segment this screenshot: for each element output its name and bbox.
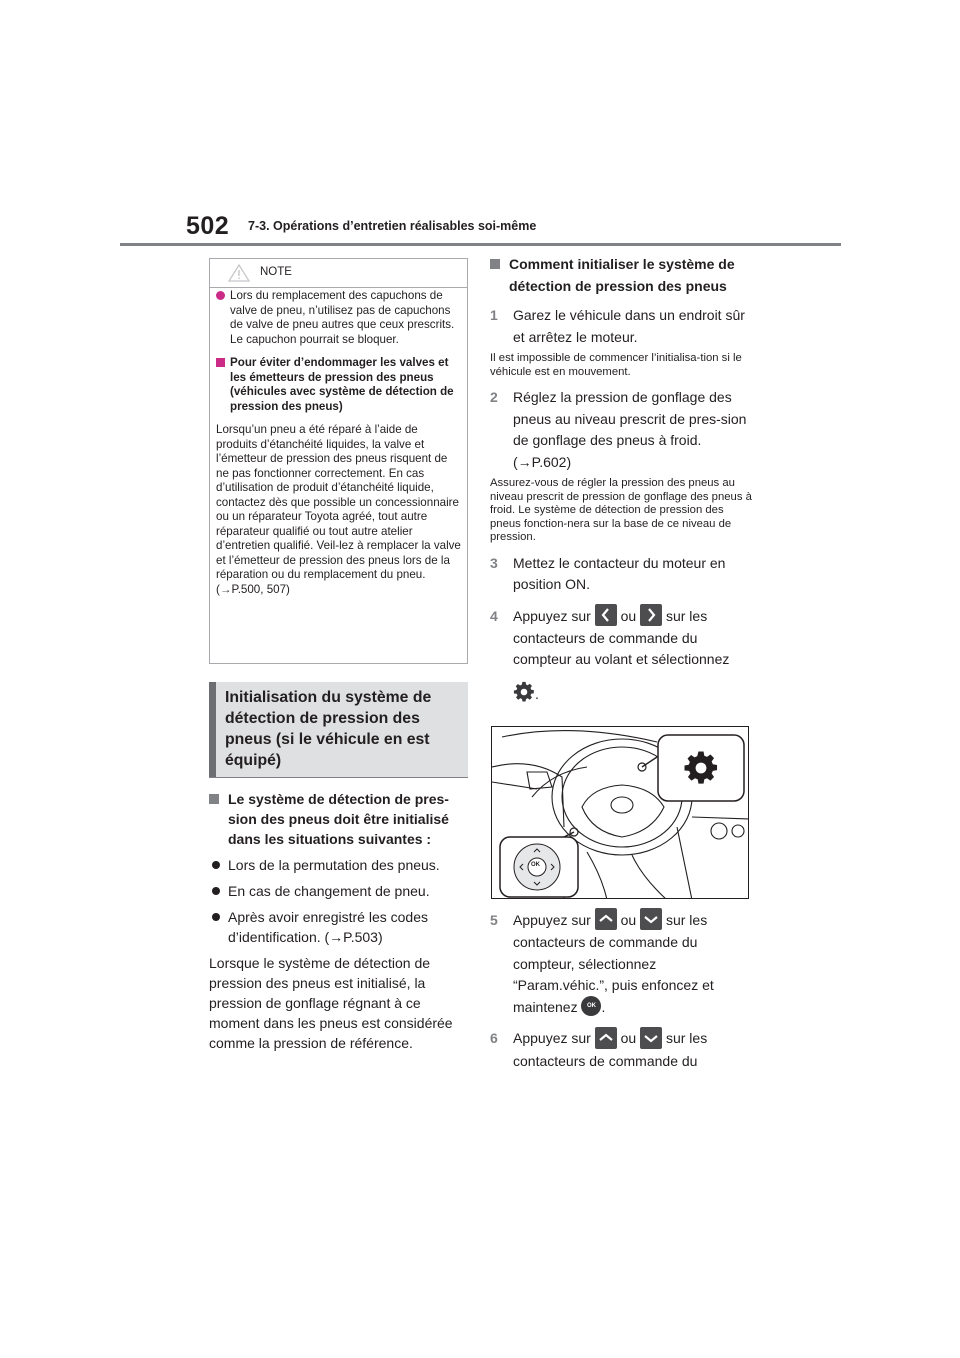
step-number: 5 xyxy=(490,912,498,928)
square-bullet-icon xyxy=(490,259,500,269)
step-note: Assurez-vous de régler la pression des pneus au niveau prescrit de pression de gonflage des pneus à froid. Le système de détection de pression des pneus fonction-nera sur la base de ce niveau de pression. xyxy=(490,477,752,543)
step-3 xyxy=(490,553,752,596)
note-text: Le capuchon pourrait se bloquer. xyxy=(230,332,399,346)
section-title: 7-3. Opérations d’entretien réalisables soi-même xyxy=(248,219,537,233)
subheading-text: Comment initialiser le système de détection de pression des pneus xyxy=(509,256,735,294)
step-text: . xyxy=(601,998,606,1015)
step-text: Garez le véhicule dans un endroit sûr et arrêtez le moteur. xyxy=(513,307,745,345)
note-subheading: Pour éviter d’endommager les valves et les émetteurs de pression des pneus (véhicules avec système de détection de pression des pneus) xyxy=(230,356,454,413)
step-5 xyxy=(490,910,752,1018)
note-paragraph: Lorsqu’un pneu a été réparé à l’aide de produits d’étanchéité liquides, la valve et l’émetteur de pression des pneus risquent de ne pas fonctionner correctement. En cas d’utilisation de produit d’étanchéité liquide, contactez dès que possible un concessionnaire ou un réparateur Toyota agréé, tout autre réparateur qualifié ou tout autre atelier d’entretien qualifié. Veil-lez à remplacer la valve et l’émetteur de pression des pneus lors de la réparation ou du remplacement du pneu. (→P.500, 507) xyxy=(216,423,461,596)
section-heading-rule xyxy=(209,777,468,778)
dot-bullet-icon xyxy=(212,861,220,869)
note-item xyxy=(216,289,462,347)
subheading xyxy=(490,254,752,297)
ok-button-label: OK xyxy=(531,862,540,868)
chevron-down-icon xyxy=(640,1027,662,1049)
step-number: 4 xyxy=(490,607,498,624)
list-item-text: En cas de changement de pneu. xyxy=(228,883,430,899)
step-text: Mettez le contacteur du moteur en position ON. xyxy=(513,554,726,592)
right-column-continued xyxy=(490,910,752,1072)
chevron-up-icon xyxy=(595,908,617,930)
dot-bullet-icon xyxy=(212,913,220,921)
square-bullet-icon xyxy=(216,358,225,367)
note-text: Lors du remplacement des capuchons de valve de pneu, n’utilisez pas de capuchons de valve de pneu autres que ceux prescrits. xyxy=(230,289,455,331)
paragraph: Lorsque le système de détection de pression des pneus est initialisé, la pression de gonflage régnant à ce moment dans les pneus est considérée comme la pression de référence. xyxy=(209,955,453,1051)
step-2 xyxy=(490,387,752,473)
note-item xyxy=(216,356,462,414)
dot-bullet-icon xyxy=(212,887,220,895)
circle-bullet-icon xyxy=(216,291,225,300)
header-rule xyxy=(120,243,841,246)
note-header xyxy=(210,259,467,288)
ok-button-icon: OK xyxy=(581,996,601,1016)
note-body xyxy=(216,289,462,597)
step-number: 2 xyxy=(490,389,498,405)
list-item-text: Après avoir enregistré les codes d’identification. (→P.503) xyxy=(228,909,428,945)
step-text: sur les contacteurs de commande du compteur au volant et sélectionnez xyxy=(513,607,730,668)
step-number: 1 xyxy=(490,307,498,323)
step-text: Appuyez sur xyxy=(513,912,591,928)
step-4 xyxy=(490,606,752,710)
note-box xyxy=(209,258,468,664)
step-text: sur les contacteurs de commande du compteur, sélectionnez “Param.véhic.”, puis enfoncez et maintenez xyxy=(513,912,714,1015)
note-label: NOTE xyxy=(260,266,292,278)
list-item xyxy=(209,907,469,947)
subheading xyxy=(209,789,469,849)
step-text: Réglez la pression de gonflage des pneus au niveau prescrit de pres-sion de gonflage des pneus à froid. (→P.602) xyxy=(513,389,747,470)
step-text: . xyxy=(535,685,539,702)
list-item-text: Lors de la permutation des pneus. xyxy=(228,857,440,873)
chevron-down-icon xyxy=(640,908,662,930)
step-text: ou xyxy=(620,607,637,624)
subheading-text: Le système de détection de pres-sion des pneus doit être initialisé dans les situations suivantes : xyxy=(228,791,449,847)
step-text: ou xyxy=(620,1030,637,1047)
step-text: Appuyez sur xyxy=(513,1030,591,1047)
step-1 xyxy=(490,305,752,348)
right-column xyxy=(490,254,752,709)
step-note: Il est impossible de commencer l’initialisa-tion si le véhicule est en mouvement. xyxy=(490,352,742,378)
step-text: Appuyez sur xyxy=(513,607,591,624)
chevron-up-icon xyxy=(595,1027,617,1049)
step-text: sur les contacteurs de commande du xyxy=(513,1030,708,1069)
steering-wheel-illustration xyxy=(491,726,749,899)
step-number: 6 xyxy=(490,1030,498,1047)
section-heading: Initialisation du système de détection de pression des pneus (si le véhicule en est équipé) xyxy=(225,689,432,769)
list-item xyxy=(209,881,469,901)
left-column xyxy=(209,789,469,1053)
warning-triangle-icon xyxy=(228,264,250,287)
list-item xyxy=(209,855,469,875)
step-text: ou xyxy=(620,912,637,928)
section-heading-box xyxy=(209,682,468,777)
page-number: 502 xyxy=(186,212,230,240)
chevron-left-icon xyxy=(595,604,617,626)
gear-icon xyxy=(513,681,535,710)
square-bullet-icon xyxy=(209,794,219,804)
step-6 xyxy=(490,1028,752,1072)
step-number: 3 xyxy=(490,554,498,571)
chevron-right-icon xyxy=(640,604,662,626)
